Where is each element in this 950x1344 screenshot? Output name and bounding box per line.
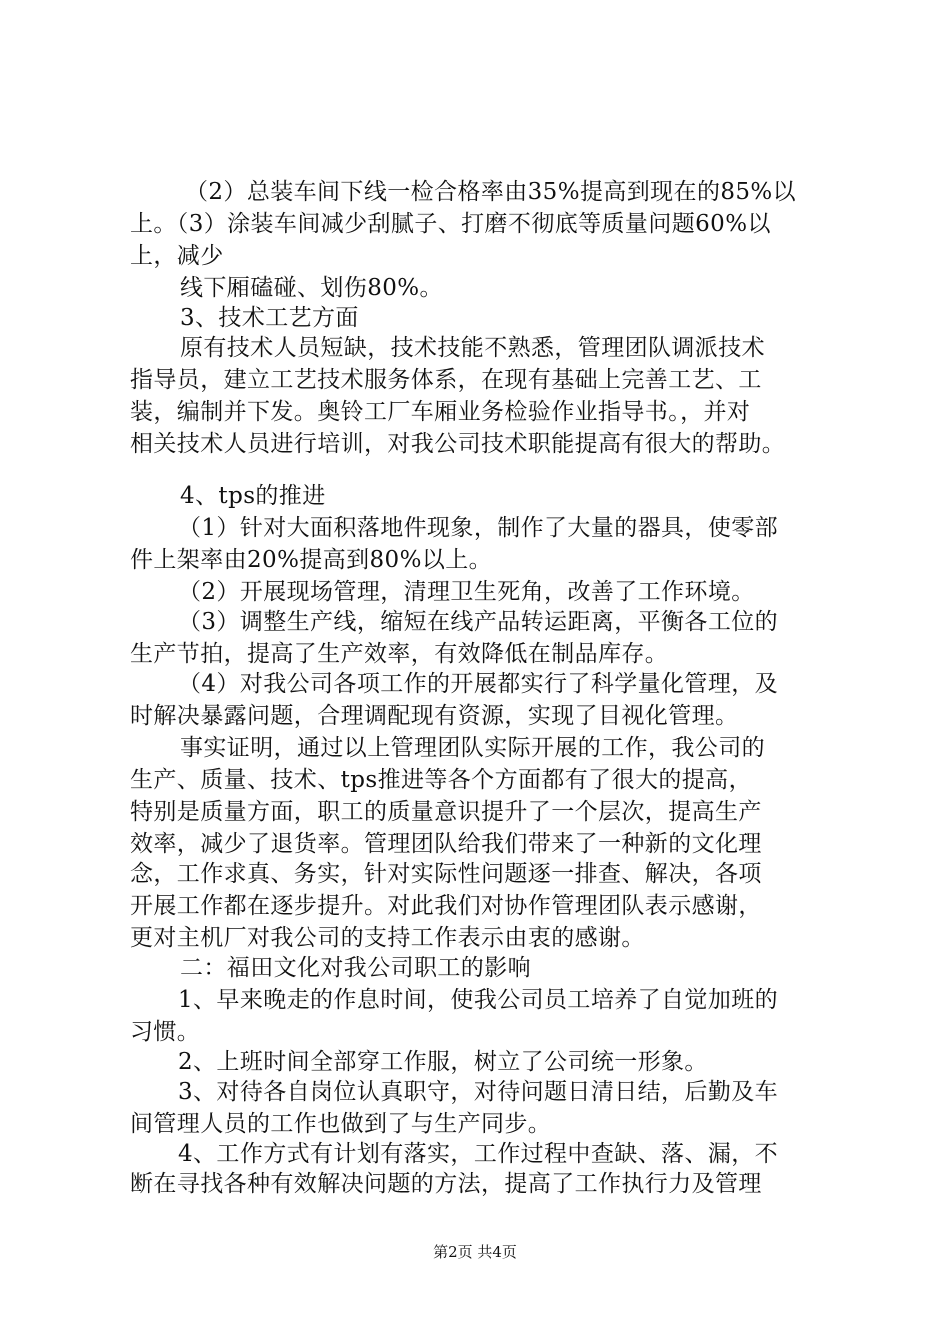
text-line: 事实证明，通过以上管理团队实际开展的工作，我公司的 <box>180 735 765 761</box>
page-footer: 第2页 共4页 <box>433 1243 517 1261</box>
section-heading: 3、技术工艺方面 <box>180 305 359 331</box>
section-heading: 二：福田文化对我公司职工的影响 <box>180 955 531 981</box>
text-line: 2、上班时间全部穿工作服，树立了公司统一形象。 <box>178 1049 708 1075</box>
text-line: 3、对待各自岗位认真职守，对待问题日清日结，后勤及车 <box>178 1079 779 1105</box>
text-line: （2）开展现场管理，清理卫生死角，改善了工作环境。 <box>178 579 755 605</box>
text-line: 更对主机厂对我公司的支持工作表示由衷的感谢。 <box>130 925 645 951</box>
text-line: 4、工作方式有计划有落实，工作过程中查缺、落、漏，不 <box>178 1141 779 1167</box>
text-line: 件上架率由20%提高到80%以上。 <box>130 547 493 573</box>
text-line: 线下厢磕碰、划伤80%。 <box>180 275 443 301</box>
text-line: （2）总装车间下线一检合格率由35%提高到现在的85%以 <box>185 179 797 205</box>
text-line: 相关技术人员进行培训，对我公司技术职能提高有很大的帮助。 <box>130 431 786 457</box>
text-line: 1、早来晚走的作息时间，使我公司员工培养了自觉加班的 <box>178 987 779 1013</box>
text-line: 指导员，建立工艺技术服务体系，在现有基础上完善工艺、工 <box>130 367 762 393</box>
text-line: 原有技术人员短缺，技术技能不熟悉，管理团队调派技术 <box>180 335 765 361</box>
text-line: 上。（3）涂装车间减少刮腻子、打磨不彻底等质量问题60%以 <box>130 211 771 237</box>
text-line: 习惯。 <box>130 1019 201 1045</box>
text-line: 断在寻找各种有效解决问题的方法，提高了工作执行力及管理 <box>130 1171 762 1197</box>
text-line: （4）对我公司各项工作的开展都实行了科学量化管理，及 <box>178 671 779 697</box>
text-line: 生产、质量、技术、tps推进等各个方面都有了很大的提高， <box>130 767 752 793</box>
text-line: 开展工作都在逐步提升。对此我们对协作管理团队表示感谢， <box>130 893 762 919</box>
text-line: 生产节拍，提高了生产效率，有效降低在制品库存。 <box>130 641 669 667</box>
text-line: 装，编制并下发。奥铃工厂车厢业务检验作业指导书。，并对 <box>130 399 751 425</box>
text-line: 效率，减少了退货率。管理团队给我们带来了一种新的文化理 <box>130 831 762 857</box>
text-line: 念，工作求真、务实，针对实际性问题逐一排查、解决，各项 <box>130 861 762 887</box>
text-line: 间管理人员的工作也做到了与生产同步。 <box>130 1111 552 1137</box>
text-line: 上，减少 <box>130 243 224 269</box>
text-line: 时解决暴露问题，合理调配现有资源，实现了目视化管理。 <box>130 703 739 729</box>
text-line: （3）调整生产线，缩短在线产品转运距离，平衡各工位的 <box>178 609 779 635</box>
text-line: 特别是质量方面，职工的质量意识提升了一个层次，提高生产 <box>130 799 762 825</box>
text-line: （1）针对大面积落地件现象，制作了大量的器具，使零部 <box>178 515 779 541</box>
section-heading: 4、tps的推进 <box>180 483 326 509</box>
